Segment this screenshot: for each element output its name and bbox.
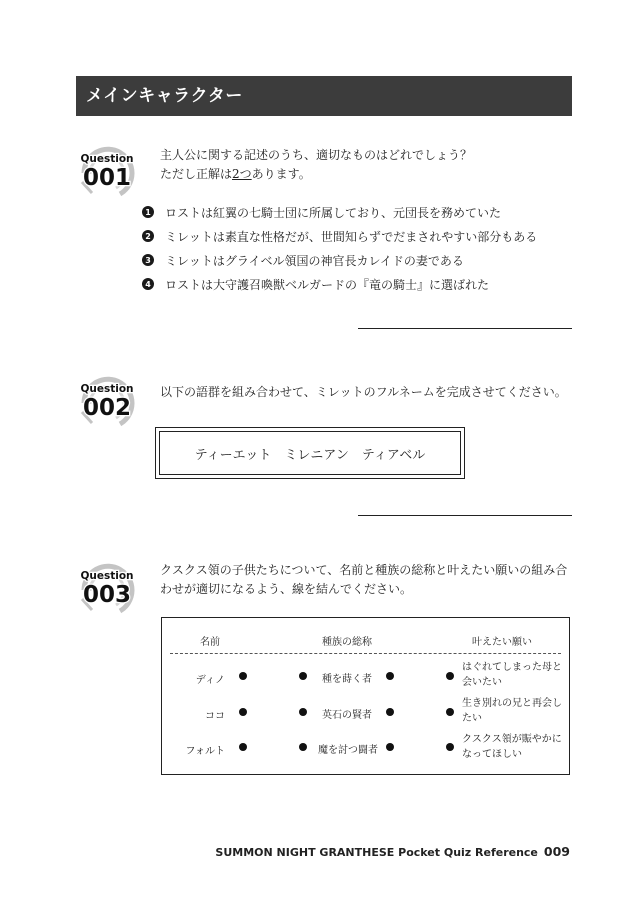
option-item[interactable] xyxy=(142,224,572,248)
option-number: 1 xyxy=(142,206,154,218)
connector-dot[interactable] xyxy=(446,708,454,716)
wish-text: 生き別れの兄と再会し たい xyxy=(462,698,562,724)
section-title: メインキャラクター xyxy=(86,86,243,106)
option-number: 3 xyxy=(142,254,154,266)
connector-dot[interactable] xyxy=(386,743,394,751)
answer-line[interactable] xyxy=(358,328,572,329)
prompt-line: 主人公に関する記述のうち、適切なものはどれでしょう？ xyxy=(160,148,473,162)
section-header xyxy=(76,76,572,116)
page-number: 009 xyxy=(543,844,570,859)
question-badge xyxy=(76,138,140,200)
prompt-line: 以下の語群を組み合わせて、ミレットのフルネームを完成させてください。 xyxy=(160,385,567,399)
badge-label: Question xyxy=(80,570,134,582)
question-prompt xyxy=(160,146,572,184)
prompt-line: ただし正解は2つあります。 xyxy=(160,167,311,181)
options-list xyxy=(142,200,572,296)
option-text: ミレットはグライベル領国の神官長カレイドの妻である xyxy=(165,253,464,268)
prompt-line: クスクス領の子供たちについて、名前と種族の総称と叶えたい願いの組み合 xyxy=(160,563,568,577)
option-text: ロストは大守護召喚獣ベルガードの『竜の騎士』に選ばれた xyxy=(165,277,490,292)
column-header-race: 種族の総称 xyxy=(322,637,372,648)
race-name: 種を蒔く者 xyxy=(322,674,372,685)
question-number: 002 xyxy=(82,395,132,421)
question-badge xyxy=(76,368,140,430)
question-prompt xyxy=(160,383,572,402)
race-name: 魔を討つ闘者 xyxy=(318,745,378,756)
question-badge xyxy=(76,555,140,617)
connector-dot[interactable] xyxy=(446,672,454,680)
column-header-name: 名前 xyxy=(200,637,220,648)
option-number: 2 xyxy=(142,230,154,242)
connector-dot[interactable] xyxy=(386,708,394,716)
connector-dot[interactable] xyxy=(299,743,307,751)
badge-label: Question xyxy=(80,153,134,165)
connector-dot[interactable] xyxy=(299,708,307,716)
child-name: ココ xyxy=(205,711,225,722)
option-text: ミレットは素直な性格だが、世間知らずでだまされやすい部分もある xyxy=(165,229,538,244)
wish-text: クスクス領が賑やかに なってほしい xyxy=(462,734,562,760)
option-item[interactable] xyxy=(142,248,572,272)
column-header-wish: 叶えたい願い xyxy=(472,637,532,648)
connector-dot[interactable] xyxy=(239,743,247,751)
connector-dot[interactable] xyxy=(239,672,247,680)
connector-dot[interactable] xyxy=(446,743,454,751)
page-footer xyxy=(215,844,570,859)
badge-label: Question xyxy=(80,383,134,395)
emphasis-text: 2つ xyxy=(232,167,252,181)
connector-dot[interactable] xyxy=(299,672,307,680)
question-number: 003 xyxy=(82,582,132,608)
child-name: フォルト xyxy=(185,746,225,757)
question-number: 001 xyxy=(82,165,132,191)
matching-table xyxy=(161,617,570,775)
answer-line[interactable] xyxy=(358,515,572,516)
prompt-line: わせが適切になるよう、線を結んでください。 xyxy=(160,582,413,596)
connector-dot[interactable] xyxy=(239,708,247,716)
child-name: ディノ xyxy=(195,675,225,686)
wish-text: はぐれてしまった母と 会いたい xyxy=(462,662,562,688)
option-item[interactable] xyxy=(142,272,572,296)
question-prompt xyxy=(160,561,580,599)
header-divider xyxy=(170,653,561,654)
word-list: ティーエット ミレニアン ティアベル xyxy=(194,447,426,463)
option-number: 4 xyxy=(142,278,154,290)
race-name: 英石の賢者 xyxy=(322,710,372,721)
word-box xyxy=(155,427,465,479)
option-item[interactable] xyxy=(142,200,572,224)
book-title: SUMMON NIGHT GRANTHESE Pocket Quiz Reference xyxy=(215,846,538,859)
connector-dot[interactable] xyxy=(386,672,394,680)
option-text: ロストは紅翼の七騎士団に所属しており、元団長を務めていた xyxy=(165,205,502,220)
